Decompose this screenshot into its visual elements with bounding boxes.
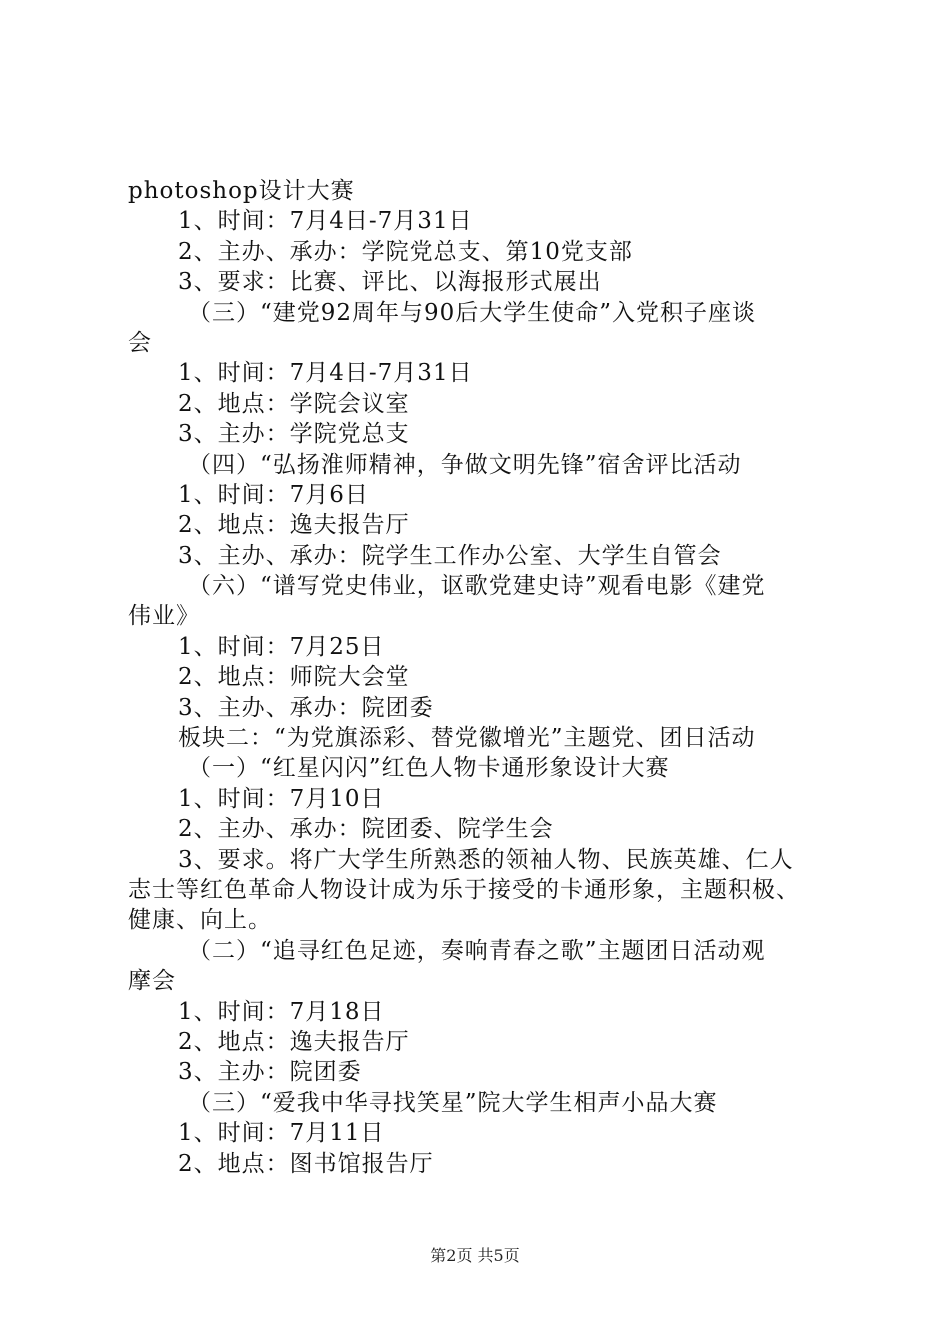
document-line: 3、主办：学院党总支 bbox=[178, 421, 410, 448]
document-line: 2、地点：图书馆报告厅 bbox=[178, 1150, 434, 1177]
document-line: 1、时间：7月25日 bbox=[178, 633, 385, 660]
section-heading-line: （三）“建党92周年与90后大学生使命”入党积子座谈 bbox=[188, 299, 757, 326]
document-line: 会 bbox=[128, 329, 152, 356]
section-heading-line: （三）“爱我中华寻找笑星”院大学生相声小品大赛 bbox=[188, 1089, 718, 1116]
document-line: 伟业》 bbox=[128, 603, 200, 630]
document-line: 1、时间：7月6日 bbox=[178, 481, 369, 508]
document-line: 摩会 bbox=[128, 968, 176, 995]
document-body bbox=[128, 176, 838, 1179]
document-line: 2、地点：逸夫报告厅 bbox=[178, 1028, 410, 1055]
section-heading-line: （六）“谱写党史伟业，讴歌党建史诗”观看电影《建党 bbox=[188, 573, 766, 600]
document-line: 1、时间：7月18日 bbox=[178, 998, 385, 1025]
document-line: 1、时间：7月11日 bbox=[178, 1120, 385, 1147]
document-line: 3、要求。将广大学生所熟悉的领袖人物、民族英雄、仁人 bbox=[178, 846, 794, 873]
document-line: 2、主办、承办：学院党总支、第10党支部 bbox=[178, 238, 633, 265]
document-line: 健康、向上。 bbox=[128, 907, 272, 934]
section-heading-line: （四）“弘扬淮师精神，争做文明先锋”宿舍评比活动 bbox=[188, 451, 742, 478]
document-line: 3、主办、承办：院团委 bbox=[178, 694, 434, 721]
page-footer: 第2页 共5页 bbox=[430, 1246, 520, 1265]
document-line: 2、主办、承办：院团委、院学生会 bbox=[178, 816, 554, 843]
document-line: 志士等红色革命人物设计成为乐于接受的卡通形象，主题积极、 bbox=[128, 876, 800, 903]
document-line: 板块二：“为党旗添彩、替党徽增光”主题党、团日活动 bbox=[178, 725, 756, 752]
section-heading-line: （二）“追寻红色足迹，奏响青春之歌”主题团日活动观 bbox=[188, 937, 766, 964]
document-line: 1、时间：7月10日 bbox=[178, 785, 385, 812]
document-line: 1、时间：7月4日-7月31日 bbox=[178, 360, 473, 387]
document-line: 3、主办、承办：院学生工作办公室、大学生自管会 bbox=[178, 542, 722, 569]
document-line: 2、地点：逸夫报告厅 bbox=[178, 512, 410, 539]
document-line: 1、时间：7月4日-7月31日 bbox=[178, 208, 473, 235]
document-line: photoshop设计大赛 bbox=[128, 178, 355, 204]
document-line: 3、主办：院团委 bbox=[178, 1059, 362, 1086]
section-heading-line: （一）“红星闪闪”红色人物卡通形象设计大赛 bbox=[188, 755, 670, 782]
document-line: 2、地点：学院会议室 bbox=[178, 390, 410, 417]
document-line: 3、要求：比赛、评比、以海报形式展出 bbox=[178, 269, 602, 296]
document-line: 2、地点：师院大会堂 bbox=[178, 664, 410, 691]
